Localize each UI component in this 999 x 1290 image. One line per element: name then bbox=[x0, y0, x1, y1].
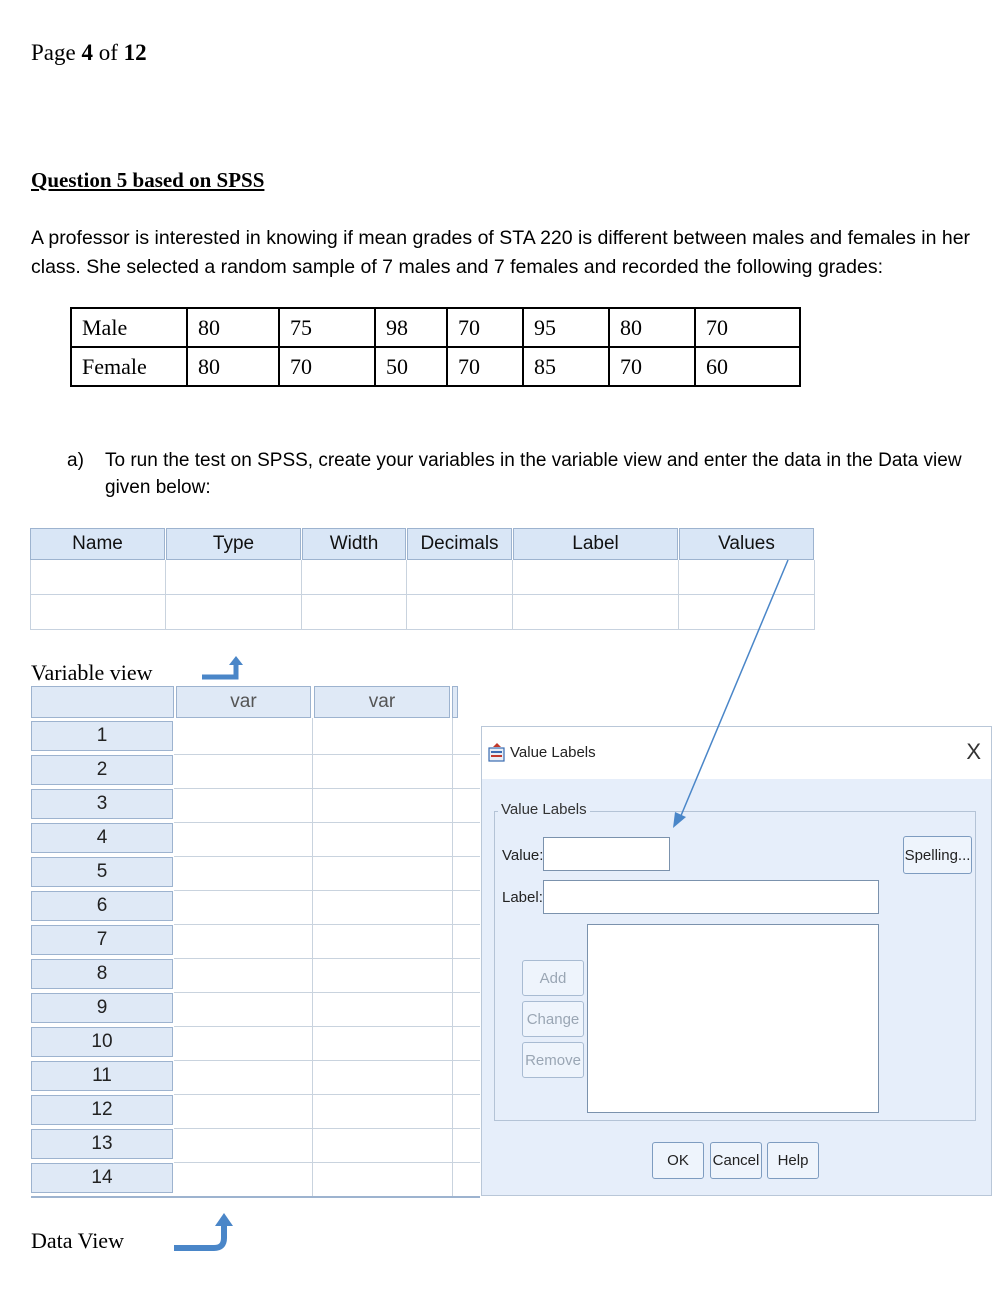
row-header-11[interactable]: 11 bbox=[31, 1061, 173, 1091]
cancel-button[interactable]: Cancel bbox=[710, 1142, 762, 1179]
part-a-text: To run the test on SPSS, create your variables in the variable view and enter the data in the Data view given below: bbox=[105, 450, 962, 498]
grade-cell: 70 bbox=[279, 347, 375, 386]
spelling-button[interactable]: Spelling... bbox=[903, 836, 972, 874]
close-icon[interactable]: X bbox=[966, 739, 981, 764]
row-header-1[interactable]: 1 bbox=[31, 721, 173, 751]
variable-row[interactable] bbox=[30, 595, 815, 630]
grade-cell: 75 bbox=[279, 308, 375, 347]
row-header-6[interactable]: 6 bbox=[31, 891, 173, 921]
grade-cell: 80 bbox=[609, 308, 695, 347]
add-button[interactable]: Add bbox=[522, 960, 584, 996]
row-header-3[interactable]: 3 bbox=[31, 789, 173, 819]
row-header-9[interactable]: 9 bbox=[31, 993, 173, 1023]
change-button[interactable]: Change bbox=[522, 1001, 584, 1037]
row-header-13[interactable]: 13 bbox=[31, 1129, 173, 1159]
female-label: Female bbox=[71, 347, 187, 386]
data-view-caption: Data View bbox=[31, 1228, 124, 1253]
header-label[interactable]: Label bbox=[513, 528, 678, 560]
header-name[interactable]: Name bbox=[30, 528, 165, 560]
row-header-10[interactable]: 10 bbox=[31, 1027, 173, 1057]
page-total: 12 bbox=[123, 40, 147, 65]
dialog-title: Value Labels bbox=[510, 744, 596, 761]
grade-cell: 70 bbox=[447, 347, 523, 386]
grade-cell: 70 bbox=[695, 308, 800, 347]
col-header-var-1[interactable]: var bbox=[176, 686, 311, 718]
page-of: of bbox=[98, 40, 118, 65]
header-width[interactable]: Width bbox=[302, 528, 406, 560]
variable-view-caption: Variable view bbox=[31, 660, 153, 685]
female-row bbox=[71, 347, 800, 386]
value-labels-dialog bbox=[481, 726, 992, 1196]
grade-cell: 70 bbox=[447, 308, 523, 347]
row-header-2[interactable]: 2 bbox=[31, 755, 173, 785]
label-label: Label: bbox=[502, 889, 543, 906]
question-title: Question 5 based on SPSS bbox=[31, 168, 265, 192]
page-number bbox=[31, 40, 147, 66]
part-a-label: a) bbox=[67, 450, 84, 471]
header-type[interactable]: Type bbox=[166, 528, 301, 560]
row-header-14[interactable]: 14 bbox=[31, 1163, 173, 1193]
value-label: Value: bbox=[502, 847, 544, 864]
header-values[interactable]: Values bbox=[679, 528, 814, 560]
male-label: Male bbox=[71, 308, 187, 347]
variable-row[interactable] bbox=[30, 560, 815, 595]
header-decimals[interactable]: Decimals bbox=[407, 528, 512, 560]
col-header-more bbox=[452, 686, 458, 718]
value-labels-icon bbox=[488, 743, 506, 763]
row-header-8[interactable]: 8 bbox=[31, 959, 173, 989]
col-header-var-2[interactable]: var bbox=[314, 686, 450, 718]
help-button[interactable]: Help bbox=[767, 1142, 819, 1179]
page-current: 4 bbox=[81, 40, 93, 65]
row-header-7[interactable]: 7 bbox=[31, 925, 173, 955]
grade-cell: 80 bbox=[187, 308, 279, 347]
page-prefix: Page bbox=[31, 40, 76, 65]
grade-cell: 98 bbox=[375, 308, 447, 347]
group-label: Value Labels bbox=[498, 801, 590, 818]
grade-cell: 80 bbox=[187, 347, 279, 386]
grade-cell: 85 bbox=[523, 347, 609, 386]
grades-table bbox=[70, 307, 801, 387]
data-corner-header bbox=[31, 686, 174, 718]
value-input[interactable] bbox=[543, 837, 670, 871]
ok-button[interactable]: OK bbox=[652, 1142, 704, 1179]
intro-paragraph: A professor is interested in knowing if mean grades of STA 220 is different between males and females in her class. She selected a random sample of 7 males and 7 females and recorded the following grades: bbox=[31, 227, 971, 278]
arrow-up-icon bbox=[200, 655, 246, 681]
grade-cell: 70 bbox=[609, 347, 695, 386]
label-input[interactable] bbox=[543, 880, 879, 914]
remove-button[interactable]: Remove bbox=[522, 1042, 584, 1078]
grade-cell: 60 bbox=[695, 347, 800, 386]
grade-cell: 50 bbox=[375, 347, 447, 386]
variable-view-grid bbox=[30, 528, 815, 630]
male-row bbox=[71, 308, 800, 347]
row-header-12[interactable]: 12 bbox=[31, 1095, 173, 1125]
row-header-4[interactable]: 4 bbox=[31, 823, 173, 853]
grade-cell: 95 bbox=[523, 308, 609, 347]
arrow-up-icon bbox=[172, 1210, 238, 1258]
row-header-5[interactable]: 5 bbox=[31, 857, 173, 887]
value-labels-list[interactable] bbox=[587, 924, 879, 1113]
